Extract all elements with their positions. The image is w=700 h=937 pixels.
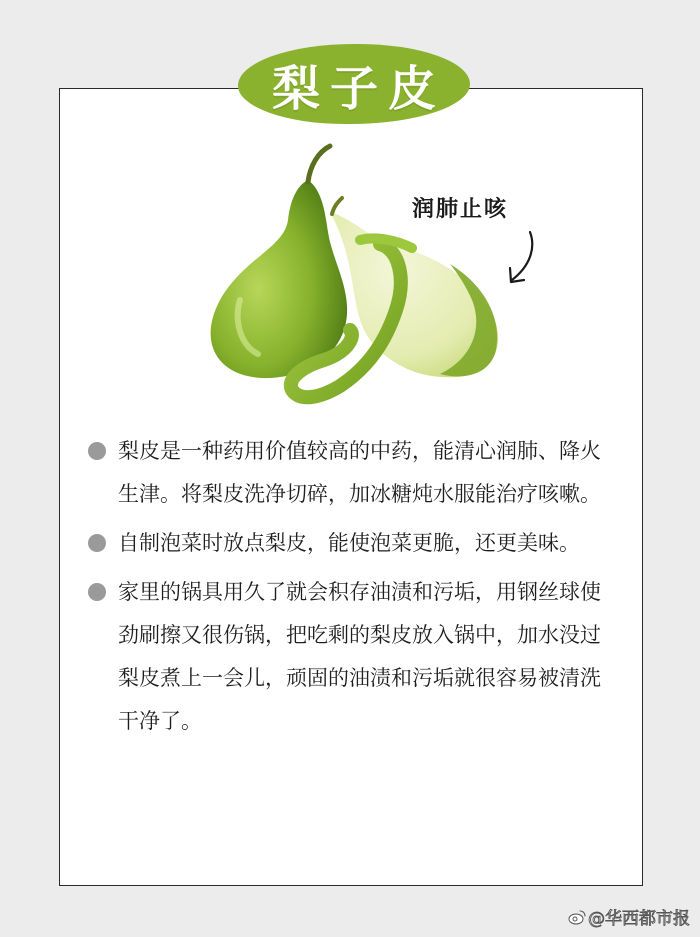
bullet-dot-icon — [88, 583, 106, 601]
title-badge — [238, 44, 470, 124]
watermark — [568, 904, 690, 929]
bullet-text: 梨皮是一种药用价值较高的中药，能清心润肺、降火生津。将梨皮洗净切碎，加冰糖炖水服能治疗咳嗽。 — [118, 439, 601, 506]
bullet-dot-icon — [88, 442, 106, 460]
curved-arrow-icon — [500, 228, 550, 292]
weibo-icon — [568, 908, 586, 926]
bullet-text: 自制泡菜时放点梨皮，能使泡菜更脆，还更美味。 — [118, 531, 580, 555]
watermark-text: @华西都市报 — [588, 909, 690, 929]
list-item — [88, 430, 608, 516]
page-title: 梨子皮 — [271, 60, 446, 117]
callout-label: 润肺止咳 — [412, 197, 509, 222]
bullet-text: 家里的锅具用久了就会积存油渍和污垢，用钢丝球使劲刷擦又很伤锅，把吃剩的梨皮放入锅中，加水没过梨皮煮上一会儿，顽固的油渍和污垢就很容易被清洗干净了。 — [118, 580, 601, 733]
list-item — [88, 571, 608, 743]
list-item — [88, 522, 608, 565]
bullet-dot-icon — [88, 534, 106, 552]
bullet-list — [88, 430, 608, 749]
pear-illustration — [200, 140, 520, 430]
